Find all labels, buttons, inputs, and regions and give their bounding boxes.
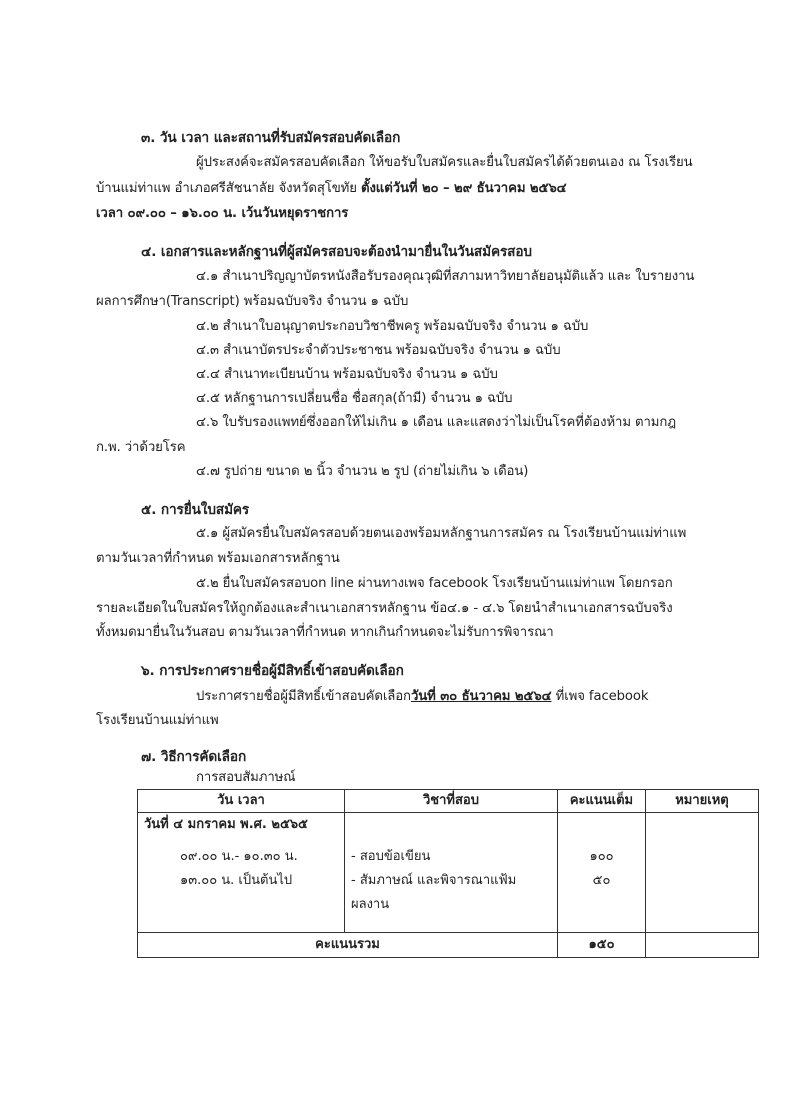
section3-heading: ๓. วัน เวลา และสถานที่รับสมัครสอบคัดเลือก (141, 130, 401, 146)
section6-line1-tail: ที่เพจ facebook (551, 689, 649, 704)
score-2: ๕๐ (592, 873, 611, 888)
cell-subject (345, 813, 558, 933)
section6-announcement-date: วันที่ ๓๐ ธันวาคม ๒๕๖๔ (410, 689, 552, 704)
section5-heading: ๕. การยื่นใบสมัคร (141, 502, 250, 518)
section5-item1-line1: ๕.๑ ผู้สมัครยื่นใบสมัครสอบด้วยตนเองพร้อมหลักฐานการสมัคร ณ โรงเรียนบ้านแม่ท่าแพ (196, 526, 687, 541)
section5-item2-line1: ๕.๒ ยื่นใบสมัครสอบon line ผ่านทางเพจ facebook โรงเรียนบ้านแม่ท่าแพ โดยกรอก (196, 576, 673, 591)
total-label: คะแนนรวม (138, 933, 558, 958)
table-total-row (138, 933, 759, 958)
total-score: ๑๕๐ (558, 933, 646, 958)
exam-time-1: ๐๙.๐๐ น.- ๑๐.๓๐ น. (180, 849, 298, 864)
section4-item1-line1: ๔.๑ สำเนาปริญญาบัตรหนังสือรับรองคุณวุฒิที่สภามหาวิทยาลัยอนุมัติแล้ว และ ใบรายงาน (196, 269, 695, 284)
table-row (138, 813, 759, 933)
section4-item4: ๔.๔ สำเนาทะเบียนบ้าน พร้อมฉบับจริง จำนวน ๑ ฉบับ (196, 367, 498, 382)
section7-subheading: การสอบสัมภาษณ์ (196, 770, 296, 785)
section6-line2: โรงเรียนบ้านแม่ท่าแพ (96, 713, 219, 728)
subject-1: - สอบข้อเขียน (351, 849, 431, 864)
section4-item1-line2: ผลการศึกษา(Transcript) พร้อมฉบับจริง จำนวน ๑ ฉบับ (96, 294, 409, 309)
section3-application-dates: ตั้งแต่วันที่ ๒๐ – ๒๙ ธันวาคม ๒๕๖๔ (360, 181, 567, 196)
section6-heading: ๖. การประกาศรายชื่อผู้มีสิทธิ์เข้าสอบคัดเลือก (141, 663, 404, 679)
header-remark: หมายเหตุ (646, 790, 759, 813)
subject-2-line2: ผลงาน (351, 897, 390, 912)
section4-item3: ๔.๓ สำเนาบัตรประจำตัวประชาชน พร้อมฉบับจริง จำนวน ๑ ฉบับ (196, 343, 561, 358)
exam-schedule-table (137, 789, 759, 958)
header-subject: วิชาที่สอบ (345, 790, 558, 813)
cell-remark (646, 813, 759, 933)
section3-line2 (96, 180, 567, 198)
section4-item6-line2: ก.พ. ว่าด้วยโรค (96, 440, 186, 455)
subject-2-line1: - สัมภาษณ์ และพิจารณาแฟ้ม (351, 873, 517, 888)
section4-item6-line1: ๔.๖ ใบรับรองแพทย์ซึ่งออกให้ไม่เกิน ๑ เดือน และแสดงว่าไม่เป็นโรคที่ต้องห้าม ตามกฎ (196, 415, 677, 430)
header-datetime: วัน เวลา (138, 790, 345, 813)
section3-line1: ผู้ประสงค์จะสมัครสอบคัดเลือก ให้ขอรับใบสมัครและยื่นใบสมัครได้ด้วยตนเอง ณ โรงเรียน (196, 155, 693, 170)
cell-datetime (138, 813, 345, 933)
section3-line3: เวลา ๐๙.๐๐ – ๑๖.๐๐ น. เว้นวันหยุดราชการ (96, 206, 349, 221)
table-header-row (138, 790, 759, 813)
section3-line2-text: บ้านแม่ท่าแพ อำเภอศรีสัชนาลัย จังหวัดสุโขทัย (96, 181, 361, 196)
total-remark (646, 933, 759, 958)
section4-item5: ๔.๕ หลักฐานการเปลี่ยนชื่อ ชื่อสกุล(ถ้ามี) จำนวน ๑ ฉบับ (196, 391, 513, 406)
cell-score (558, 813, 646, 933)
section7-heading: ๗. วิธีการคัดเลือก (141, 749, 247, 765)
section4-item7: ๔.๗ รูปถ่าย ขนาด ๒ นิ้ว จำนวน ๒ รูป (ถ่ายไม่เกิน ๖ เดือน) (196, 464, 529, 479)
exam-time-2: ๑๓.๐๐ น. เป็นต้นไป (180, 873, 293, 888)
score-1: ๑๐๐ (589, 849, 614, 864)
section6-line1-text: ประกาศรายชื่อผู้มีสิทธิ์เข้าสอบคัดเลือก (196, 689, 411, 704)
section5-item1-line2: ตามวันเวลาที่กำหนด พร้อมเอกสารหลักฐาน (96, 551, 340, 566)
exam-date: วันที่ ๔ มกราคม พ.ศ. ๒๕๖๕ (144, 817, 308, 832)
section5-item2-line2: รายละเอียดในใบสมัครให้ถูกต้องและสำเนาเอกสารหลักฐาน ข้อ๔.๑ - ๔.๖ โดยนำสำเนาเอกสารฉบับจริง (96, 601, 673, 616)
section5-item2-line3: ทั้งหมดมายื่นในวันสอบ ตามวันเวลาที่กำหนด หากเกินกำหนดจะไม่รับการพิจารณา (96, 625, 554, 640)
section6-line1 (196, 688, 648, 706)
section4-item2: ๔.๒ สำเนาใบอนุญาตประกอบวิชาชีพครู พร้อมฉบับจริง จำนวน ๑ ฉบับ (196, 319, 589, 334)
header-full-score: คะแนนเต็ม (558, 790, 646, 813)
section4-heading: ๔. เอกสารและหลักฐานที่ผู้สมัครสอบจะต้องนำมายื่นในวันสมัครสอบ (141, 244, 532, 260)
